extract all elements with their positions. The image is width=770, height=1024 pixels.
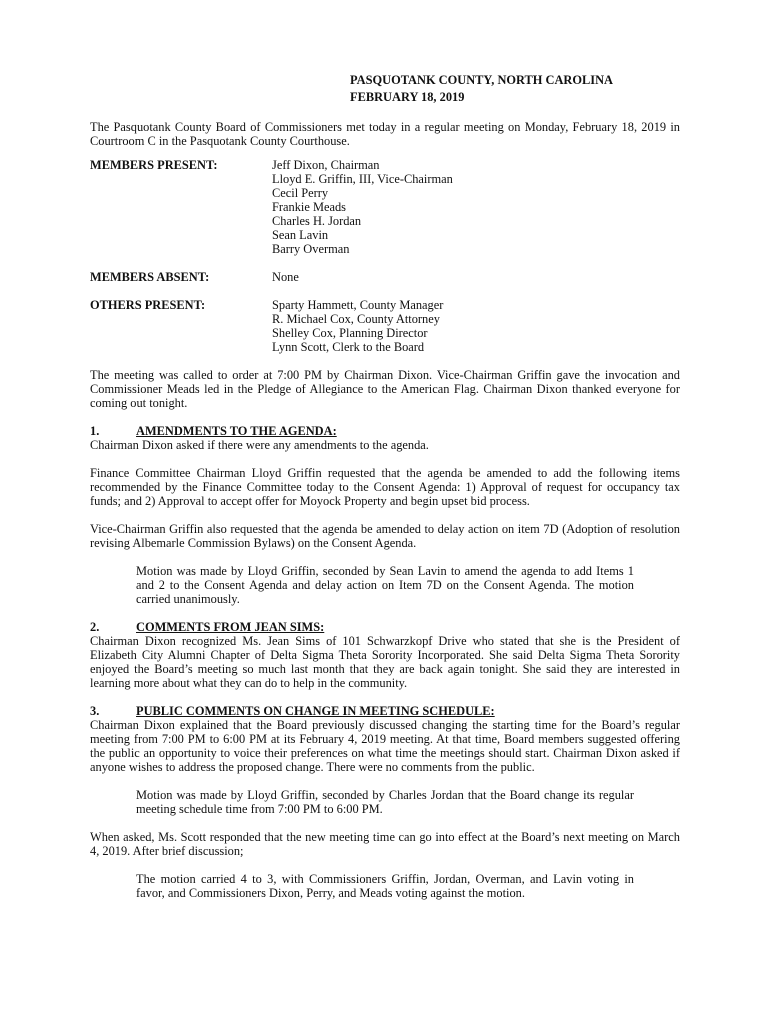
members-present-label: MEMBERS PRESENT:: [90, 158, 218, 172]
section-heading: [90, 704, 680, 718]
section-heading: [90, 424, 680, 438]
motion-result-paragraph: The motion carried 4 to 3, with Commissioners Griffin, Jordan, Overman, and Lavin voting in favor, and Commissioners Dixon, Perry, and Meads voting against the motion.: [136, 872, 634, 900]
others-present: [90, 298, 680, 354]
section-heading: [90, 620, 680, 634]
call-to-order-paragraph: The meeting was called to order at 7:00 PM by Chairman Dixon. Vice-Chairman Griffin gave the invocation and Commissioner Meads led in the Pledge of Allegiance to the American Flag. Chairman Dixon thanked everyone for coming out tonight.: [90, 368, 680, 410]
members-absent: [90, 270, 680, 284]
section-number: 3.: [90, 704, 100, 718]
section-number: 1.: [90, 424, 100, 438]
other-name: Shelley Cox, Planning Director: [272, 326, 428, 340]
section-paragraph: Finance Committee Chairman Lloyd Griffin requested that the agenda be amended to add the following items recommended by the Finance Committee today to the Consent Agenda: 1) Approval of request for occupancy tax funds; and 2) Approval to accept offer for Moyock Property and begin upset bid process.: [90, 466, 680, 508]
section-paragraph: Chairman Dixon explained that the Board previously discussed changing the starting time for the Board’s regular meeting from 7:00 PM to 6:00 PM at its February 4, 2019 meeting. At that time, Board members suggested offering the public an opportunity to voice their preferences on what time the meetings should start. Chairman Dixon asked if anyone wishes to address the proposed change. There were no comments from the public.: [90, 718, 680, 774]
other-name: Lynn Scott, Clerk to the Board: [272, 340, 425, 354]
member-name: Lloyd E. Griffin, III, Vice-Chairman: [272, 172, 453, 186]
document-heading: [350, 72, 680, 106]
members-present-list: [272, 158, 680, 256]
absent-name: None: [272, 270, 299, 284]
member-name: Jeff Dixon, Chairman: [272, 158, 380, 172]
intro-paragraph: The Pasquotank County Board of Commissioners met today in a regular meeting on Monday, February 18, 2019 in Courtroom C in the Pasquotank County Courthouse.: [90, 120, 680, 148]
members-present: [90, 158, 680, 256]
section-number: 2.: [90, 620, 100, 634]
other-name: Sparty Hammett, County Manager: [272, 298, 444, 312]
others-present-label: OTHERS PRESENT:: [90, 298, 206, 312]
members-absent-label: MEMBERS ABSENT:: [90, 270, 210, 284]
member-name: Charles H. Jordan: [272, 214, 362, 228]
other-name: R. Michael Cox, County Attorney: [272, 312, 440, 326]
member-name: Frankie Meads: [272, 200, 346, 214]
followup-paragraph: When asked, Ms. Scott responded that the new meeting time can go into effect at the Board’s next meeting on March 4, 2019. After brief discussion;: [90, 830, 680, 858]
member-name: Cecil Perry: [272, 186, 329, 200]
members-absent-list: [272, 270, 680, 284]
member-name: Barry Overman: [272, 242, 350, 256]
section-title: PUBLIC COMMENTS ON CHANGE IN MEETING SCHEDULE:: [136, 704, 495, 718]
section-title: AMENDMENTS TO THE AGENDA:: [136, 424, 337, 438]
section-paragraph: Chairman Dixon recognized Ms. Jean Sims of 101 Schwarzkopf Drive who stated that she is the President of Elizabeth City Alumni Chapter of Delta Sigma Theta Sorority Incorporated. She said Delta Sigma Theta Sorority enjoyed the Board’s meeting so much last month that they are back again tonight. She said they are interested in learning more about what they can do to help in the community.: [90, 634, 680, 690]
motion-paragraph: Motion was made by Lloyd Griffin, seconded by Sean Lavin to amend the agenda to add Items 1 and 2 to the Consent Agenda and delay action on Item 7D on the Consent Agenda. The motion carried unanimously.: [136, 564, 634, 606]
heading-date: FEBRUARY 18, 2019: [350, 90, 465, 104]
section-paragraph: Vice-Chairman Griffin also requested that the agenda be amended to delay action on item 7D (Adoption of resolution revising Albemarle Commission Bylaws) on the Consent Agenda.: [90, 522, 680, 550]
others-present-list: [272, 298, 680, 354]
heading-county: PASQUOTANK COUNTY, NORTH CAROLINA: [350, 73, 614, 87]
document-page: [90, 72, 680, 900]
section-title: COMMENTS FROM JEAN SIMS:: [136, 620, 325, 634]
member-name: Sean Lavin: [272, 228, 329, 242]
motion-paragraph: Motion was made by Lloyd Griffin, seconded by Charles Jordan that the Board change its regular meeting schedule time from 7:00 PM to 6:00 PM.: [136, 788, 634, 816]
section-paragraph: Chairman Dixon asked if there were any amendments to the agenda.: [90, 438, 429, 452]
